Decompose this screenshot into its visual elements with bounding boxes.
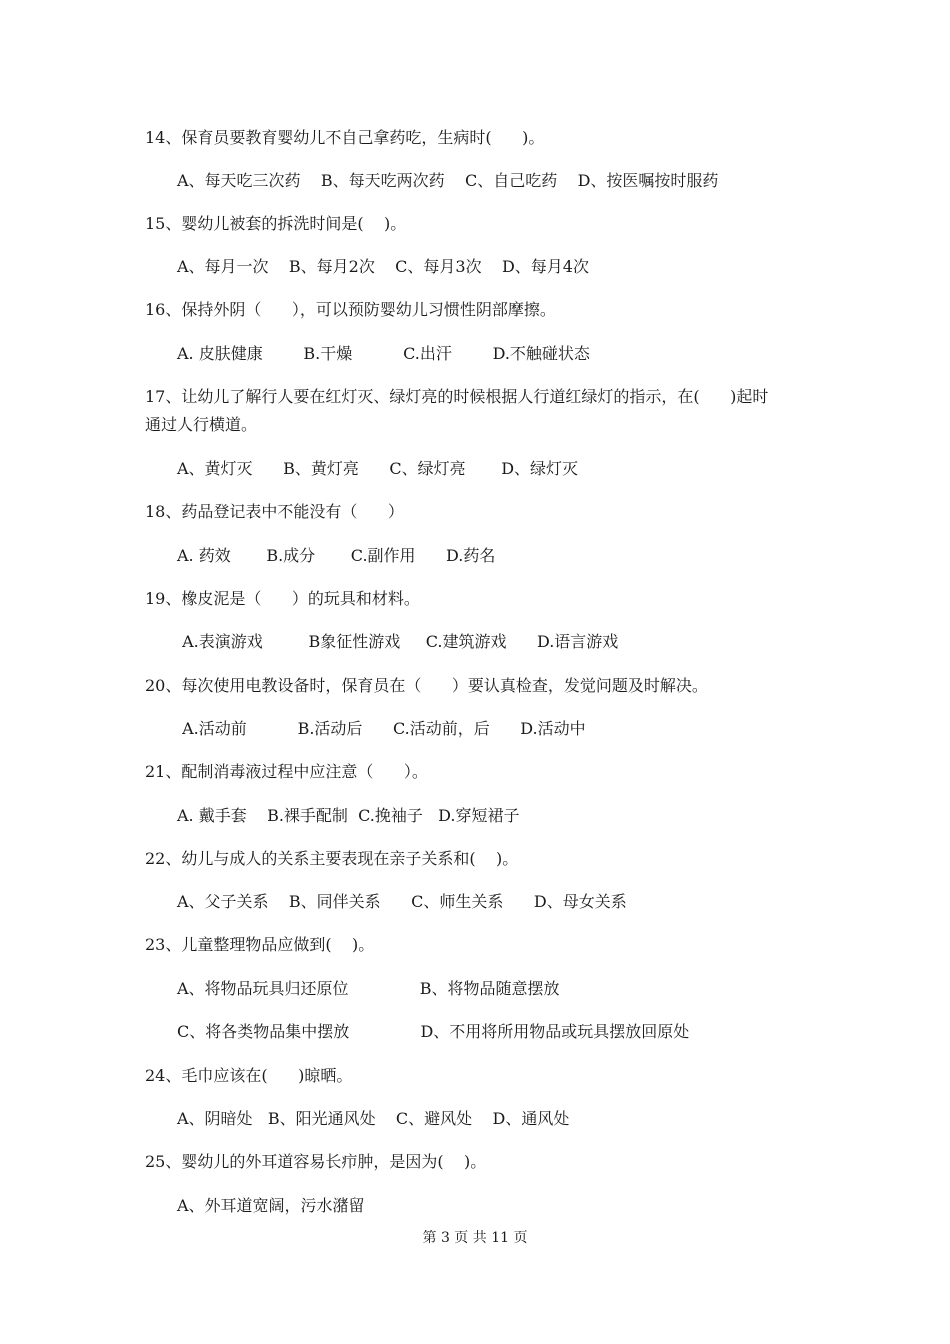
- question-18-options: A. 药效 B.成分 C.副作用 D.药名: [177, 546, 496, 565]
- question-15-options: A、每月一次 B、每月2次 C、每月3次 D、每月4次: [177, 257, 589, 276]
- question-17-options: A、黄灯灭 B、黄灯亮 C、绿灯亮 D、绿灯灭: [177, 459, 579, 478]
- page-footer: 第 3 页 共 11 页: [422, 1230, 528, 1246]
- question-22-stem: 22、幼儿与成人的关系主要表现在亲子关系和( )。: [145, 849, 519, 868]
- question-19-stem: 19、橡皮泥是（ ）的玩具和材料。: [145, 589, 420, 608]
- question-22-options: A、父子关系 B、同伴关系 C、师生关系 D、母女关系: [177, 892, 627, 911]
- question-17-stem: 17、让幼儿了解行人要在红灯灭、绿灯亮的时候根据人行道红绿灯的指示，在( )起时: [145, 387, 769, 406]
- question-15-stem: 15、婴幼儿被套的拆洗时间是( )。: [145, 214, 407, 233]
- question-24-stem: 24、毛巾应该在( )晾晒。: [145, 1066, 353, 1085]
- question-14-options: A、每天吃三次药 B、每天吃两次药 C、自己吃药 D、按医嘱按时服药: [177, 171, 719, 190]
- question-17-stem-continued: 通过人行横道。: [145, 415, 258, 434]
- question-23-options-row-1: A、将物品玩具归还原位 B、将物品随意摆放: [177, 979, 560, 998]
- question-25-options: A、外耳道宽阔，污水潴留: [177, 1196, 365, 1215]
- question-23-options-row-2: C、将各类物品集中摆放 D、不用将所用物品或玩具摆放回原处: [177, 1022, 690, 1041]
- question-19-options: A.表演游戏 B象征性游戏 C.建筑游戏 D.语言游戏: [177, 632, 619, 651]
- question-24-options: A、阴暗处 B、阳光通风处 C、避风处 D、通风处: [177, 1109, 570, 1128]
- question-16-stem: 16、保持外阴（ ），可以预防婴幼儿习惯性阴部摩擦。: [145, 300, 556, 319]
- question-18-stem: 18、药品登记表中不能没有（ ）: [145, 502, 404, 521]
- question-21-options: A. 戴手套 B.裸手配制 C.挽袖子 D.穿短裙子: [177, 806, 520, 825]
- question-16-options: A. 皮肤健康 B.干燥 C.出汗 D.不触碰状态: [177, 344, 590, 363]
- question-23-stem: 23、儿童整理物品应做到( )。: [145, 935, 375, 954]
- question-14-stem: 14、保育员要教育婴幼儿不自己拿药吃，生病时( )。: [145, 128, 545, 147]
- question-20-stem: 20、每次使用电教设备时，保育员在（ ）要认真检查，发觉问题及时解决。: [145, 676, 708, 695]
- question-21-stem: 21、配制消毒液过程中应注意（ ）。: [145, 762, 428, 781]
- question-20-options: A.活动前 B.活动后 C.活动前，后 D.活动中: [177, 719, 586, 738]
- question-25-stem: 25、婴幼儿的外耳道容易长疖肿，是因为( )。: [145, 1152, 487, 1171]
